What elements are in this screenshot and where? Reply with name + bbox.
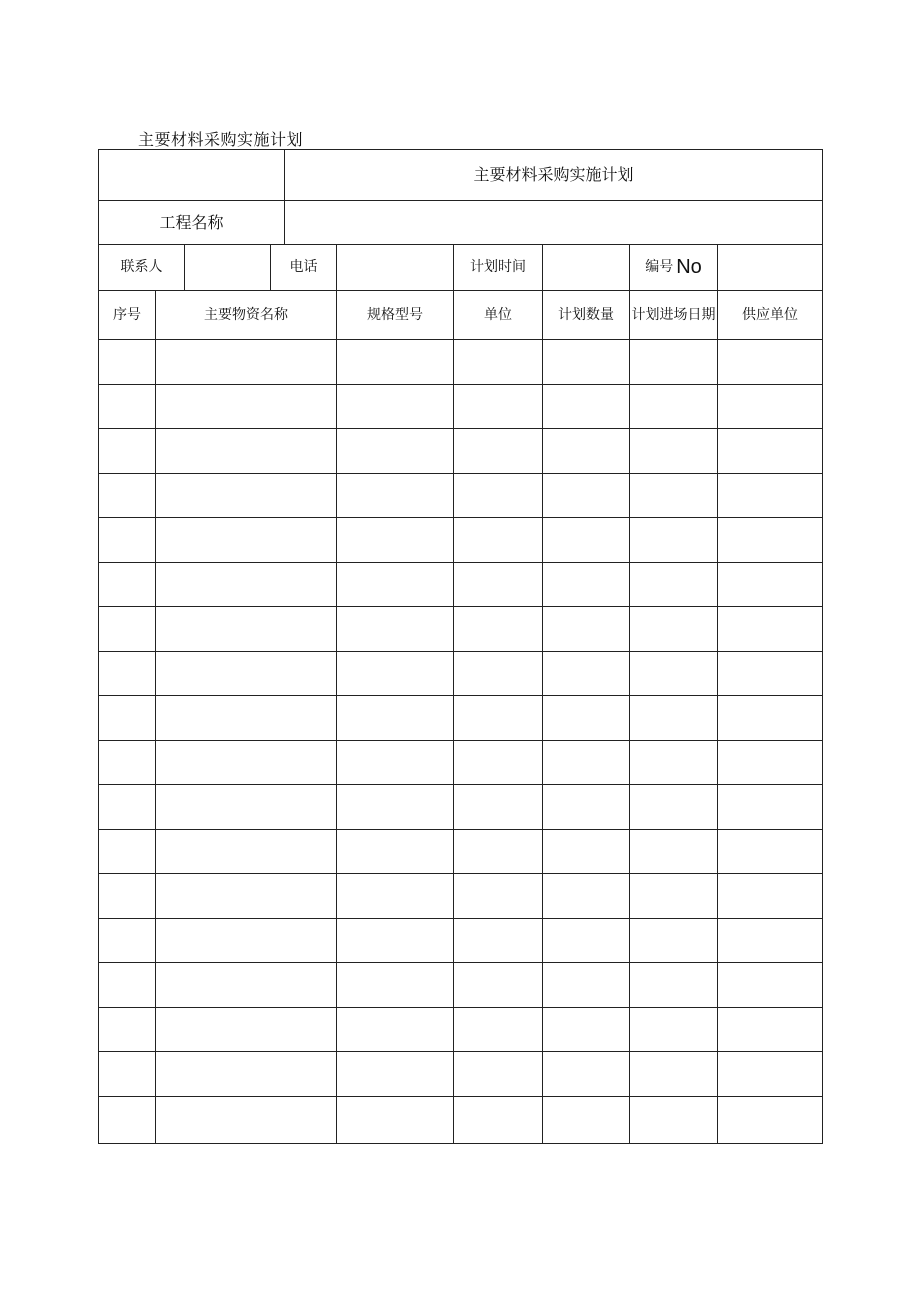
table-cell-spec-model[interactable] xyxy=(336,873,454,919)
table-cell-material-name[interactable] xyxy=(155,695,337,741)
project-name-label: 工程名称 xyxy=(98,200,285,245)
table-cell-supplier[interactable] xyxy=(717,962,823,1008)
table-cell-arrival-date[interactable] xyxy=(629,1051,718,1097)
table-cell-arrival-date[interactable] xyxy=(629,829,718,874)
table-cell-unit[interactable] xyxy=(453,918,543,963)
table-cell-unit[interactable] xyxy=(453,517,543,563)
table-cell-seq[interactable] xyxy=(98,1051,156,1097)
table-cell-supplier[interactable] xyxy=(717,384,823,429)
table-cell-supplier[interactable] xyxy=(717,740,823,785)
table-cell-material-name[interactable] xyxy=(155,428,337,474)
table-cell-supplier[interactable] xyxy=(717,517,823,563)
table-cell-unit[interactable] xyxy=(453,562,543,607)
table-cell-spec-model[interactable] xyxy=(336,1096,454,1144)
plan-time-label: 计划时间 xyxy=(453,244,543,291)
number-field[interactable] xyxy=(717,244,823,291)
table-cell-seq[interactable] xyxy=(98,562,156,607)
table-cell-plan-qty[interactable] xyxy=(542,740,630,785)
table-cell-arrival-date[interactable] xyxy=(629,606,718,652)
table-cell-material-name[interactable] xyxy=(155,1096,337,1144)
table-cell-arrival-date[interactable] xyxy=(629,339,718,385)
table-cell-seq[interactable] xyxy=(98,606,156,652)
table-cell-spec-model[interactable] xyxy=(336,962,454,1008)
table-cell-plan-qty[interactable] xyxy=(542,517,630,563)
table-cell-seq[interactable] xyxy=(98,918,156,963)
table-cell-supplier[interactable] xyxy=(717,562,823,607)
table-cell-spec-model[interactable] xyxy=(336,918,454,963)
table-cell-plan-qty[interactable] xyxy=(542,829,630,874)
table-cell-plan-qty[interactable] xyxy=(542,651,630,696)
table-cell-plan-qty[interactable] xyxy=(542,1051,630,1097)
table-cell-supplier[interactable] xyxy=(717,1096,823,1144)
table-cell-supplier[interactable] xyxy=(717,1051,823,1097)
table-cell-spec-model[interactable] xyxy=(336,339,454,385)
table-cell-seq[interactable] xyxy=(98,873,156,919)
header-spec-model: 规格型号 xyxy=(336,290,454,340)
table-cell-arrival-date[interactable] xyxy=(629,740,718,785)
table-cell-supplier[interactable] xyxy=(717,918,823,963)
header-arrival-date: 计划进场日期 xyxy=(629,290,718,340)
table-cell-unit[interactable] xyxy=(453,962,543,1008)
header-plan-qty: 计划数量 xyxy=(542,290,630,340)
table-cell-material-name[interactable] xyxy=(155,384,337,429)
table-cell-unit[interactable] xyxy=(453,651,543,696)
table-cell-material-name[interactable] xyxy=(155,473,337,518)
table-cell-arrival-date[interactable] xyxy=(629,473,718,518)
table-cell-spec-model[interactable] xyxy=(336,695,454,741)
table-cell-supplier[interactable] xyxy=(717,784,823,830)
table-cell-spec-model[interactable] xyxy=(336,606,454,652)
table-cell-arrival-date[interactable] xyxy=(629,918,718,963)
phone-label: 电话 xyxy=(270,244,337,291)
number-label: 编号 xyxy=(645,259,674,276)
table-cell-unit[interactable] xyxy=(453,784,543,830)
table-cell-plan-qty[interactable] xyxy=(542,784,630,830)
table-cell-supplier[interactable] xyxy=(717,473,823,518)
table-cell-unit[interactable] xyxy=(453,606,543,652)
table-cell-material-name[interactable] xyxy=(155,873,337,919)
table-cell-seq[interactable] xyxy=(98,695,156,741)
table-cell-supplier[interactable] xyxy=(717,428,823,474)
table-cell-spec-model[interactable] xyxy=(336,1007,454,1052)
table-cell-spec-model[interactable] xyxy=(336,562,454,607)
table-cell-spec-model[interactable] xyxy=(336,1051,454,1097)
table-cell-supplier[interactable] xyxy=(717,695,823,741)
table-cell-plan-qty[interactable] xyxy=(542,962,630,1008)
table-cell-unit[interactable] xyxy=(453,428,543,474)
number-label-cell xyxy=(629,244,718,291)
table-cell-plan-qty[interactable] xyxy=(542,606,630,652)
table-cell-spec-model[interactable] xyxy=(336,473,454,518)
table-cell-plan-qty[interactable] xyxy=(542,918,630,963)
table-cell-seq[interactable] xyxy=(98,1007,156,1052)
table-cell-plan-qty[interactable] xyxy=(542,562,630,607)
table-cell-material-name[interactable] xyxy=(155,606,337,652)
table-cell-unit[interactable] xyxy=(453,473,543,518)
table-cell-seq[interactable] xyxy=(98,473,156,518)
table-cell-material-name[interactable] xyxy=(155,784,337,830)
table-cell-material-name[interactable] xyxy=(155,1007,337,1052)
table-cell-unit[interactable] xyxy=(453,873,543,919)
table-cell-plan-qty[interactable] xyxy=(542,873,630,919)
table-cell-unit[interactable] xyxy=(453,829,543,874)
form-title: 主要材料采购实施计划 xyxy=(284,149,823,201)
table-cell-arrival-date[interactable] xyxy=(629,873,718,919)
number-suffix: No xyxy=(676,256,702,278)
table-cell-arrival-date[interactable] xyxy=(629,695,718,741)
table-cell-spec-model[interactable] xyxy=(336,651,454,696)
table-cell-seq[interactable] xyxy=(98,651,156,696)
table-cell-arrival-date[interactable] xyxy=(629,428,718,474)
table-cell-arrival-date[interactable] xyxy=(629,962,718,1008)
header-seq: 序号 xyxy=(98,290,156,340)
header-supplier: 供应单位 xyxy=(717,290,823,340)
header-material-name: 主要物资名称 xyxy=(155,290,337,340)
table-cell-material-name[interactable] xyxy=(155,962,337,1008)
table-cell-plan-qty[interactable] xyxy=(542,428,630,474)
contact-field[interactable] xyxy=(184,244,271,291)
table-cell-unit[interactable] xyxy=(453,339,543,385)
table-cell-material-name[interactable] xyxy=(155,339,337,385)
project-name-field[interactable] xyxy=(284,200,823,245)
table-cell-seq[interactable] xyxy=(98,1096,156,1144)
table-cell-unit[interactable] xyxy=(453,384,543,429)
procurement-form xyxy=(98,149,822,1144)
table-cell-material-name[interactable] xyxy=(155,829,337,874)
contact-label: 联系人 xyxy=(98,244,185,291)
table-cell-seq[interactable] xyxy=(98,517,156,563)
table-cell-arrival-date[interactable] xyxy=(629,517,718,563)
table-cell-plan-qty[interactable] xyxy=(542,339,630,385)
table-cell-spec-model[interactable] xyxy=(336,384,454,429)
table-cell-material-name[interactable] xyxy=(155,740,337,785)
header-unit: 单位 xyxy=(453,290,543,340)
title-blank-cell xyxy=(98,149,285,201)
table-cell-material-name[interactable] xyxy=(155,651,337,696)
table-cell-supplier[interactable] xyxy=(717,606,823,652)
table-cell-unit[interactable] xyxy=(453,1096,543,1144)
table-cell-unit[interactable] xyxy=(453,1051,543,1097)
table-cell-seq[interactable] xyxy=(98,740,156,785)
table-cell-seq[interactable] xyxy=(98,339,156,385)
table-cell-spec-model[interactable] xyxy=(336,428,454,474)
table-cell-supplier[interactable] xyxy=(717,339,823,385)
table-cell-unit[interactable] xyxy=(453,1007,543,1052)
table-cell-seq[interactable] xyxy=(98,784,156,830)
table-cell-plan-qty[interactable] xyxy=(542,473,630,518)
document-heading: 主要材料采购实施计划 xyxy=(138,130,304,149)
table-cell-spec-model[interactable] xyxy=(336,829,454,874)
table-cell-supplier[interactable] xyxy=(717,1007,823,1052)
table-cell-plan-qty[interactable] xyxy=(542,1096,630,1144)
table-cell-arrival-date[interactable] xyxy=(629,384,718,429)
table-cell-spec-model[interactable] xyxy=(336,517,454,563)
table-cell-spec-model[interactable] xyxy=(336,740,454,785)
table-cell-plan-qty[interactable] xyxy=(542,1007,630,1052)
table-cell-unit[interactable] xyxy=(453,695,543,741)
plan-time-field[interactable] xyxy=(542,244,630,291)
table-cell-supplier[interactable] xyxy=(717,873,823,919)
table-cell-arrival-date[interactable] xyxy=(629,1007,718,1052)
table-cell-seq[interactable] xyxy=(98,962,156,1008)
table-cell-supplier[interactable] xyxy=(717,829,823,874)
table-cell-arrival-date[interactable] xyxy=(629,784,718,830)
table-cell-arrival-date[interactable] xyxy=(629,1096,718,1144)
table-cell-material-name[interactable] xyxy=(155,918,337,963)
table-cell-seq[interactable] xyxy=(98,428,156,474)
table-cell-material-name[interactable] xyxy=(155,1051,337,1097)
table-cell-seq[interactable] xyxy=(98,829,156,874)
table-cell-supplier[interactable] xyxy=(717,651,823,696)
table-cell-unit[interactable] xyxy=(453,740,543,785)
table-cell-seq[interactable] xyxy=(98,384,156,429)
table-cell-arrival-date[interactable] xyxy=(629,651,718,696)
phone-field[interactable] xyxy=(336,244,454,291)
table-cell-plan-qty[interactable] xyxy=(542,384,630,429)
table-cell-arrival-date[interactable] xyxy=(629,562,718,607)
table-cell-spec-model[interactable] xyxy=(336,784,454,830)
table-cell-material-name[interactable] xyxy=(155,562,337,607)
table-cell-material-name[interactable] xyxy=(155,517,337,563)
table-cell-plan-qty[interactable] xyxy=(542,695,630,741)
